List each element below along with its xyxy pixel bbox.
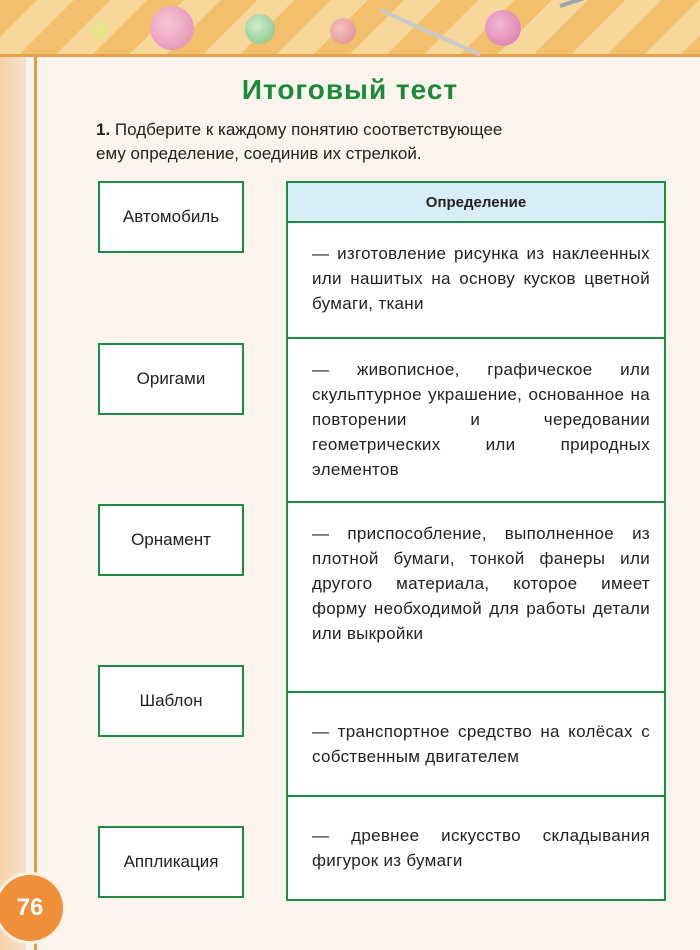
definition-text: — живописное, графическое или скульптурное украшение, основанное на повторении и чередовании геометрических или природных элементов (312, 360, 650, 479)
button-decoration-icon (90, 22, 108, 40)
page-margin (0, 57, 26, 950)
definition-text: — транспортное средство на колёсах с собственным двигателем (312, 722, 650, 766)
definitions-table (286, 181, 666, 901)
definitions-header: Определение (288, 183, 664, 223)
concept-box-shablon[interactable]: Шаблон (98, 665, 244, 737)
decorative-header (0, 0, 700, 57)
needle-icon (379, 8, 481, 56)
concept-box-avtomobil[interactable]: Автомобиль (98, 181, 244, 253)
task-number: 1. (96, 120, 111, 139)
yarn-ball-icon (150, 6, 194, 50)
definition-text: — изготовление рисунка из наклеенных или нашитых на основу кусков цветной бумаги, ткани (312, 244, 650, 313)
definition-row[interactable] (288, 339, 664, 503)
definition-text: — древнее искусство складывания фигурок из бумаги (312, 826, 650, 870)
compass-icon (559, 0, 674, 8)
task-instruction (96, 118, 676, 166)
concept-box-origami[interactable]: Оригами (98, 343, 244, 415)
definition-row[interactable] (288, 693, 664, 797)
page-title: Итоговый тест (241, 74, 459, 105)
definition-row[interactable] (288, 503, 664, 693)
page-number-badge: 76 (0, 872, 66, 944)
margin-line (34, 57, 37, 950)
concept-box-applikaciya[interactable]: Аппликация (98, 826, 244, 898)
button-decoration-icon (245, 14, 275, 44)
definition-text: — приспособление, выполненное из плотной бумаги, тонкой фанеры или другого материала, которое имеет форму необходимой для работы детали или выкройки (312, 524, 650, 643)
definition-row[interactable] (288, 797, 664, 899)
button-decoration-icon (330, 18, 356, 44)
concept-box-ornament[interactable]: Орнамент (98, 504, 244, 576)
button-decoration-icon (485, 10, 521, 46)
task-text-line1: Подберите к каждому понятию соответствующее (114, 120, 503, 139)
definition-row[interactable] (288, 221, 664, 339)
task-text-line2: ему определение, соединив их стрелкой. (96, 144, 422, 163)
